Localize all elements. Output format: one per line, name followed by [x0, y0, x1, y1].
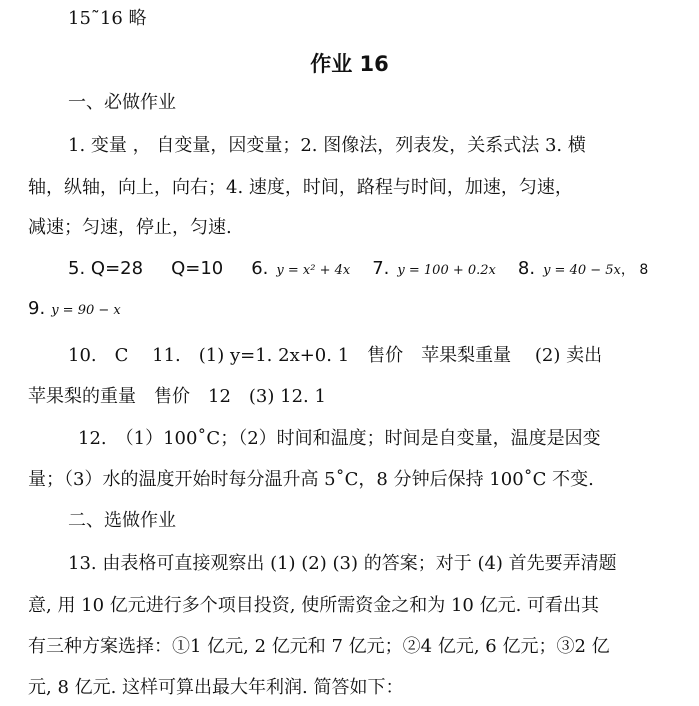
answer-7-formula: y = 100 + 0.2x: [397, 263, 496, 278]
answer-12-line-2: 量；（3）水的温度开始时每分温升高 5˚C，8 分钟后保持 100˚C 不变.: [28, 469, 594, 490]
answer-5-row: [68, 258, 648, 282]
answer-6-number: 6.: [251, 258, 269, 279]
answer-9-formula: y = 90 − x: [51, 303, 121, 318]
answer-13-line-3: 有三种方案选择：①1 亿元, 2 亿元和 7 亿元；②4 亿元, 6 亿元；③2 亿: [28, 636, 610, 657]
answer-5-q28: 5. Q=28: [68, 258, 144, 279]
answer-1-line-3: 减速；匀速，停止，匀速.: [28, 217, 232, 238]
answer-12-line-1: 12. （1）100˚C；（2）时间和温度；时间是自变量，温度是因变: [78, 428, 601, 449]
answer-13-line-4: 元, 8 亿元. 这样可算出最大年利润. 简答如下：: [28, 677, 404, 698]
answer-10-line-1: 10. C 11. (1) y=1. 2x+0. 1 售价 苹果梨重量 (2) 卖出: [68, 345, 603, 366]
section-optional-heading: 二、选做作业: [68, 510, 176, 531]
header-note: 15˜16 略: [68, 8, 147, 29]
answer-13-line-1: 13. 由表格可直接观察出 (1) (2) (3) 的答案；对于 (4) 首先要弄清题: [68, 553, 617, 574]
answer-13-line-2: 意, 用 10 亿元进行多个项目投资, 使所需资金之和为 10 亿元. 可看出其: [28, 595, 600, 616]
answer-9-row: [28, 298, 121, 322]
page-title: 作业 16: [310, 52, 389, 76]
section-required-heading: 一、必做作业: [68, 92, 176, 113]
answer-8-number: 8.: [517, 258, 536, 279]
answer-7-number: 7.: [372, 258, 390, 279]
answer-6-formula: y = x² + 4x: [276, 263, 351, 278]
answer-1-line-1: 1. 变量 ， 自变量，因变量；2. 图像法，列表发，关系式法 3. 横: [68, 135, 586, 156]
answer-1-line-2: 轴，纵轴，向上，向右；4. 速度，时间，路程与时间，加速，匀速，: [28, 177, 573, 198]
answer-9-number: 9.: [28, 298, 46, 319]
answer-8-tail: ， 8: [620, 262, 649, 278]
answer-10-line-2: 苹果梨的重量 售价 12 (3) 12. 1: [28, 386, 326, 407]
answer-5-q10: Q=10: [171, 258, 224, 279]
answer-8-formula: y = 40 − 5x: [543, 263, 621, 278]
